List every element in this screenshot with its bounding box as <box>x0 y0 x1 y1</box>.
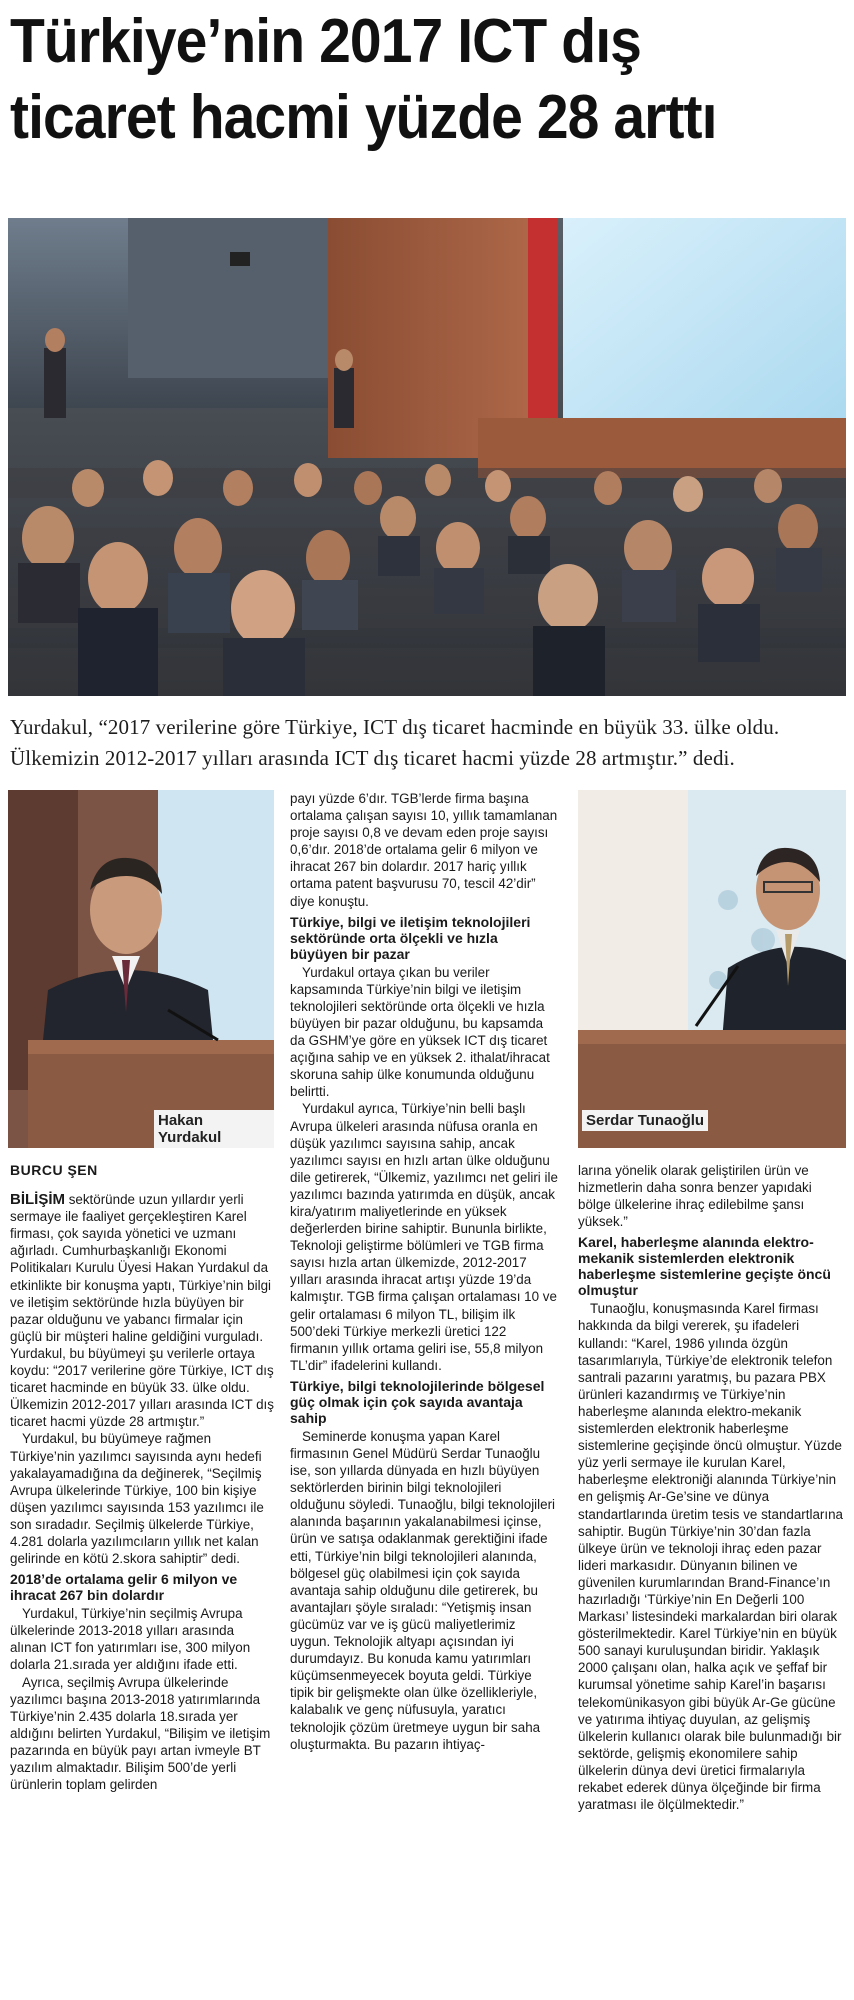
article-column-3 <box>578 1162 846 1813</box>
article-column-1 <box>10 1162 274 1793</box>
speaker-illustration <box>8 790 274 1148</box>
paragraph-3: Yurdakul, Türkiye’nin seçilmiş Avrupa ülkelerinde 2013-2018 yılları arasında alınan ICT fon yatırımları ise, 300 milyon dolarla 21.sırada yer aldığını ifade etti. <box>10 1606 251 1673</box>
subheading-1: 2018’de ortalama gelir 6 milyon ve ihracat 267 bin dolardır <box>10 1571 238 1604</box>
paragraph-7: Yurdakul ayrıca, Türkiye’nin belli başlı Avrupa ülkeleri arasında nüfusa oranla en düşük yazılımcı sayısına sahip, ancak yazılımcı sayısı en hızlı artan ülke olduğunu dile getirerek, “Ülkemiz, yazılımcı net geliri ile yazılımcı bazında yatırımda en düşük, ancak kira/yatırım maliyetlerinde en yüksek değerlerden birine sahiptir. Bununla birlikte, Teknoloji geliştirme bölümleri ve TGB firma sayısı hızla artan ülkemizde, 2012-2017 yılları arasında ihracat artışı yüzde 19’da kalmıştır. TGB firma çalışan ortalaması 10 ve gelir ortalaması 6 milyon TL, bilişim ilk 500’deki Türkiye merkezli üretici 122 firmanın yıllık ortama geliri ise, 55,8 milyon TL’dir” ifadelerini kullandı. <box>290 1101 558 1373</box>
conference-hall-photo <box>8 218 846 696</box>
paragraph-9: larına yönelik olarak geliştirilen ürün ve hizmetlerin daha sonra benzer yapıdaki bölge ülkelerine ihraç edilebilme şansı yüksek.” <box>578 1163 812 1230</box>
caption-hakan-yurdakul: Hakan Yurdakul <box>154 1110 274 1148</box>
paragraph-2: Yurdakul, bu büyümeye rağmen Türkiye’nin yazılımcı sayısında aynı hedefi yakalayamadığına da değinerek, “Seçilmiş Avrupa ülkelerinde Türkiye, 100 bin kişiye düşen yazılımcı sayısında 153 yazılımcı ile son sıradadır. Seçilmiş ülkelerde Türkiye, 4.281 dolarla yazılımcıların yıllık net kalan gelirinde en kötü 2.skora sahiptir” dedi. <box>10 1431 264 1567</box>
portrait-hakan-yurdakul <box>8 790 274 1148</box>
subheading-2: Türkiye, bilgi ve iletişim teknolojileri sektöründe orta ölçekli ve hızla büyüyen bir pazar <box>290 913 531 962</box>
paragraph-6: Yurdakul ortaya çıkan bu veriler kapsamında Türkiye’nin bilgi ve iletişim teknolojileri sektöründe orta ölçekli ve hızla büyüyen bir pazar olduğunu, bu kapsamda da GSHM’ye göre en yüksek ICT dış ticaret açığına sahip ve en yüksek 2. ithalat/ihracat skoruna sahip ülke konumunda olduğunu belirtti. <box>290 964 550 1100</box>
paragraph-1 <box>10 1191 274 1430</box>
byline: BURCU ŞEN <box>10 1162 98 1178</box>
paragraph-1-text: sektöründe uzun yıllardır yerli sermaye ile faaliyet gerçekleştiren Karel firması, çok sayıda yönetici ve uzmanı ağırladı. Cumhurbaşkanlığı Ekonomi Politikaları Kurulu Üyesi Hakan Yurdakul da etkinlikte bir konuşma yaptı, Türkiye’nin bilgi ve iletişim sektöründe hızla büyüyen bir pazar olduğunu ve yabancı firmalar için güçlü bir müşteri haline geldiğini vurguladı. Yurdakul, bu büyümeyi şu verilerle ortaya koydu: “2017 verilerine göre Türkiye, ICT dış ticaret hacminde en büyük 33. ülke oldu. Ülkemizin 2012-2017 yılları arasında ICT dış ticaret hacmi yüzde 28 artmıştır.” <box>10 1192 274 1430</box>
subheading-4: Karel, haberleşme alanında elektro-mekanik sistemlerden elektronik haberleşme sistemlerine geçişte öncü olmuştur <box>578 1234 831 1299</box>
article-column-2 <box>290 790 558 1753</box>
subheading-3: Türkiye, bilgi teknolojilerinde bölgesel güç olmak için çok sayıda avantaja sahip <box>290 1377 545 1426</box>
paragraph-10: Tunaoğlu, konuşmasında Karel firması hakkında da bilgi vererek, şu ifadeleri kullandı: “Karel, 1986 yılında özgün tasarımlarıyla, Türkiye’de elektronik telefon santrali pazarını yaratmış, bu pazara PBX ürünleri kazandırmış ve Türkiye’nin haberleşme alanında elektro-mekanik sistemlerden elektronik haberleşme sistemlerine geçişinde öncü olmuştur. Yüzde yüz yerli sermaye ile kurulan Karel, haberleşme elektroniği alanında Türkiye’nin en gelişmiş Ar-Ge’sine ve dünya standartlarında üretim tesis ve standartlarına sahiptir. Bugün Türkiye’nin 30’dan fazla ülkeye ürün ve teknoloji ihraç eden pazar lideri markasıdır. Dünyanın bilinen ve güvenilen kurumlarından Brand-Finance’ın hazırladığı ‘Türkiye’nin En Değerli 100 Markası’ listesindeki markalardan biri olarak gösterilmektedir. Karel Türkiye’nin en büyük 500 sanayi kuruluşundan biridir. Yaklaşık 2000 çalışanı olan, halka açık ve şeffaf bir kurumsal yönetime sahip Karel’in başarısı telekomünikasyon gibi büyük Ar-Ge gücüne ve yatırıma ihtiyaç duyulan, az gelişmiş ülkelerin kullanıcı olarak bile bulunmadığı bir sektörde, gelişmiş ekonomilere sahip ülkelerin dünya devi üretici firmalarıyla rekabet ederek dünya ölçeğinde bir firma yaratması ile ölçülmektedir.” <box>578 1301 843 1813</box>
subheadline-quote: Yurdakul, “2017 verilerine göre Türkiye, ICT dış ticaret hacminde en büyük 33. ülke oldu. Ülkemizin 2012-2017 yılları arasında ICT dış ticaret hacmi yüzde 28 artmıştır.” dedi. <box>10 715 780 770</box>
caption-serdar-tunaoglu: Serdar Tunaoğlu <box>582 1110 708 1131</box>
portrait-serdar-tunaoglu <box>578 790 846 1148</box>
speaker-illustration-2 <box>578 790 846 1148</box>
paragraph-8: Seminerde konuşma yapan Karel firmasının Genel Müdürü Serdar Tunaoğlu ise, son yıllarda dünyada en hızlı büyüyen sektörlerden birinin bilgi teknolojileri olduğunu söyledi. Tunaoğlu, bilgi teknolojileri alanında başarının yakalanabilmesi içinse, ürün ve satışa odaklanmak gerektiğini ifade etti, Türkiye’nin bilgi teknolojileri alanında, bölgesel güç olabilmesi için çok sayıda avantaja sahip olduğunu dile getirerek, bu avantajları şöyle sıraladı: “Yetişmiş insan gücümüz var ve iş gücü maliyetlerimiz uygun. Teknolojik altyapı açısından iyi durumdayız. Bu konuda kamu yatırımları küçümsenmeyecek boyuta geldi. Türkiye tipik bir gelişmekte olan ülke özellikleriyle, kalabalık ve genç nüfusuyla, yaratıcı teknolojik çözüm üretmeye uygun bir saha oluşturmakta. Bu pazarın ihtiyaç- <box>290 1428 556 1752</box>
lead-word: BİLİŞİM <box>10 1191 65 1209</box>
headline-line-2: ticaret hacmi yüzde 28 arttı <box>10 83 717 152</box>
paragraph-5: payı yüzde 6’dır. TGB’lerde firma başına ortalama çalışan sayısı 10, yıllık tamamlanan proje sayısı 0,8 ve devam eden proje sayısı 0,6’dır. 2018’de ortalama gelir 6 milyon ve ihracat 267 bin dolardır. 2017 hariç yıllık ortama patent başvurusu 70, tescil 42’dir” diye konuştu. <box>290 791 558 909</box>
audience-illustration <box>8 218 846 696</box>
headline-line-1: Türkiye’nin 2017 ICT dış <box>10 7 641 76</box>
headline <box>10 4 777 156</box>
paragraph-4: Ayrıca, seçilmiş Avrupa ülkelerinde yazılımcı başına 2013-2018 yatırımlarında Türkiye’nin 2.435 dolarla 18.sırada yer aldığını belirten Yurdakul, “Bilişim ve iletişim pazarında en büyük payı artan ivmeyle BT yazılım almaktadır. Bilişim 500’de yerli ürünlerin toplam gelirden <box>10 1674 271 1793</box>
